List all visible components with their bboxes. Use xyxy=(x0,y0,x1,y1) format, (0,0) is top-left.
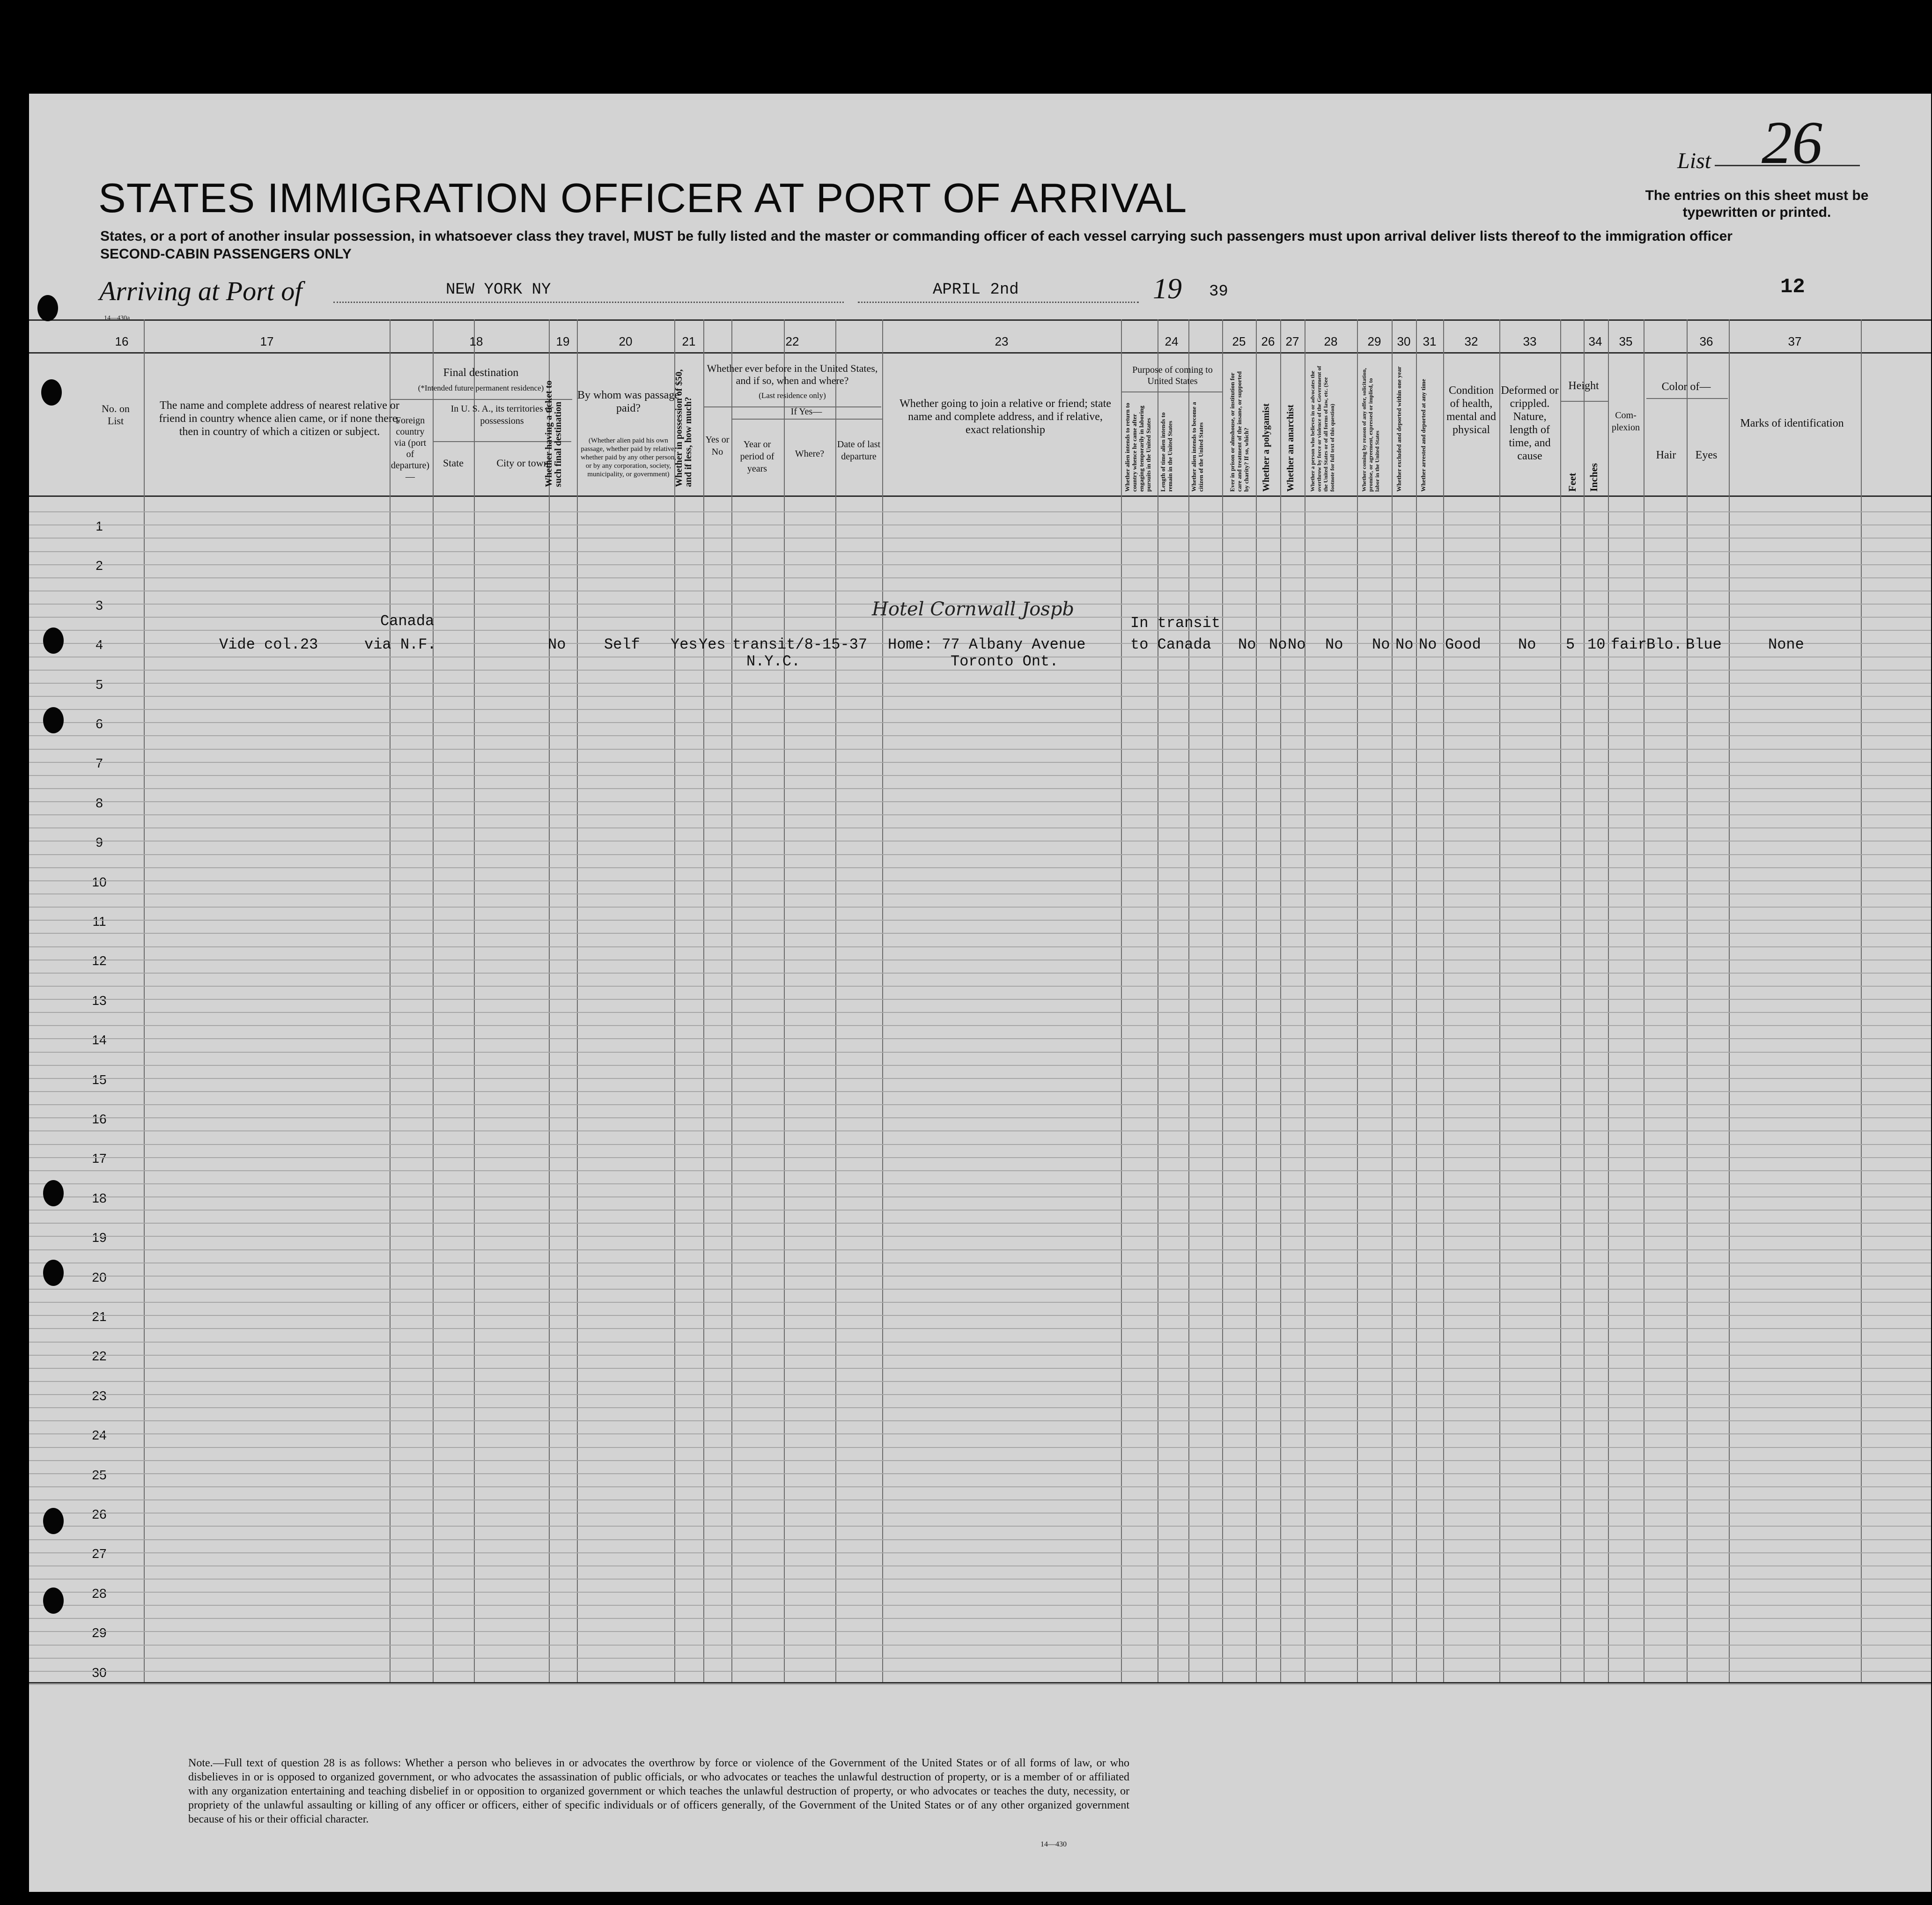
row1-join-line2: Toronto Ont. xyxy=(951,653,1059,670)
row1-offer-labor: No xyxy=(1372,636,1390,653)
ruled-line xyxy=(29,1249,1931,1250)
column-line xyxy=(1222,319,1223,1682)
ruled-line xyxy=(29,1381,1931,1382)
column-number: 20 xyxy=(619,334,633,348)
row1-inches: 10 xyxy=(1587,636,1606,653)
ruled-line xyxy=(29,683,1931,684)
ruled-line xyxy=(29,788,1931,789)
row1-where-line2: N.Y.C. xyxy=(746,653,801,670)
row-number: 24 xyxy=(92,1428,107,1443)
header-feet: Feet xyxy=(1566,473,1578,492)
column-number: 25 xyxy=(1232,334,1246,348)
row-number: 16 xyxy=(92,1112,107,1126)
ruled-line xyxy=(29,564,1931,565)
column-number: 29 xyxy=(1367,334,1381,348)
ruled-line xyxy=(29,1104,1931,1105)
page-title: STATES IMMIGRATION OFFICER AT PORT OF ARRIVAL xyxy=(98,175,1187,221)
binder-hole xyxy=(43,1180,64,1206)
header-inches: Inches xyxy=(1588,463,1600,492)
column-line xyxy=(1499,319,1500,1682)
column-number: 30 xyxy=(1397,334,1411,348)
ruled-line xyxy=(29,1605,1931,1606)
binder-hole xyxy=(43,707,64,733)
ruled-line xyxy=(29,1355,1931,1356)
header-eyes: Eyes xyxy=(1695,449,1718,461)
ruled-line xyxy=(29,722,1931,723)
header-passage-paid-note: (Whether alien paid his own passage, whether paid by relative, whether paid by any other person, or by any corporation, society, municipality, or government) xyxy=(580,437,677,478)
column-line xyxy=(1256,319,1257,1682)
column-number: 34 xyxy=(1588,334,1602,348)
header-excluded: Whether excluded and deported within one year xyxy=(1395,366,1402,492)
column-number: 26 xyxy=(1261,334,1275,348)
ruled-line xyxy=(29,1038,1931,1039)
ruled-line xyxy=(29,1078,1931,1079)
column-number: 28 xyxy=(1324,334,1338,348)
ruled-line xyxy=(29,973,1931,974)
port-value: NEW YORK NY xyxy=(446,281,551,299)
ruled-line xyxy=(29,907,1931,908)
row-number: 27 xyxy=(92,1546,107,1561)
ruled-line xyxy=(29,762,1931,763)
column-line xyxy=(1357,319,1358,1682)
header-passage-paid: By whom was passage paid? xyxy=(577,389,679,414)
year-value: 39 xyxy=(1209,283,1228,301)
row1-hair: Blo. xyxy=(1646,636,1682,653)
ruled-line xyxy=(29,1433,1931,1434)
ruled-line xyxy=(29,854,1931,855)
row1-purpose-line1: In transit xyxy=(1130,614,1221,632)
ruled-line xyxy=(29,801,1931,802)
binder-hole xyxy=(37,295,58,321)
date-dotline xyxy=(858,302,1139,303)
ruled-line xyxy=(29,1012,1931,1013)
column-number: 27 xyxy=(1285,334,1299,348)
row1-ever-before: Yes xyxy=(699,636,726,653)
subtitle-line2: SECOND-CABIN PASSENGERS ONLY xyxy=(100,246,352,262)
row-number: 18 xyxy=(92,1190,107,1205)
header-purpose-a: Whether alien intends to return to country whence he came after engaging temporarily in laboring pursuits in the United States xyxy=(1124,403,1152,492)
row-number: 29 xyxy=(92,1625,107,1640)
row1-marks: None xyxy=(1768,636,1804,653)
column-number: 35 xyxy=(1619,334,1633,348)
ruled-line xyxy=(29,1499,1931,1500)
ruled-line xyxy=(29,1157,1931,1158)
row-number: 2 xyxy=(96,558,103,573)
row-number: 15 xyxy=(92,1072,107,1087)
column-line xyxy=(784,319,785,1682)
header-in-usa: In U. S. A., its territories or possessions xyxy=(450,404,553,426)
ruled-line xyxy=(29,827,1931,828)
subtitle-line1: States, or a port of another insular possession, in whatsoever class they travel, MUST be fully listed and the master or commanding officer of each vessel carrying such passengers must upon arrival deliver lists thereof to the immigration officer xyxy=(100,229,1733,244)
column-line xyxy=(1280,319,1281,1682)
ruled-line xyxy=(29,1460,1931,1461)
row-number: 17 xyxy=(92,1151,107,1166)
binder-hole xyxy=(43,1260,64,1286)
header-height: Height xyxy=(1568,380,1599,392)
entries-note: The entries on this sheet must be typewritten or printed. xyxy=(1645,188,1869,220)
row-number: 19 xyxy=(92,1230,107,1245)
row-number: 14 xyxy=(92,1033,107,1048)
column-number: 23 xyxy=(995,334,1009,348)
ruled-line xyxy=(29,538,1931,539)
row-number: 26 xyxy=(92,1507,107,1521)
ruled-line xyxy=(29,1658,1931,1659)
column-line xyxy=(835,319,836,1682)
column-number: 21 xyxy=(682,334,696,348)
ruled-line xyxy=(29,893,1931,894)
row-number: 20 xyxy=(92,1270,107,1285)
ruled-line xyxy=(29,841,1931,842)
column-line xyxy=(1392,319,1393,1682)
list-number: 26 xyxy=(1762,109,1822,177)
ruled-line xyxy=(29,1368,1931,1369)
binder-hole xyxy=(43,628,64,654)
ruled-line xyxy=(29,1183,1931,1184)
row-number: 5 xyxy=(96,677,103,692)
row1-complexion: fair xyxy=(1611,636,1647,653)
header-state: State xyxy=(443,457,464,469)
row1-foreign-country-line2: via N.F. xyxy=(364,636,436,653)
row-number: 12 xyxy=(92,953,107,968)
ruled-line xyxy=(29,524,1931,525)
header-hair: Hair xyxy=(1656,449,1676,461)
column-line xyxy=(1560,319,1561,1682)
column-line xyxy=(549,319,550,1682)
header-prison: Ever in prison or almshouse, or institution for care and treatment of the insane, or supported by charity? If so, which? xyxy=(1229,371,1250,492)
column-line xyxy=(731,319,732,1682)
header-purpose-c: Whether alien intends to become a citizen of the United States xyxy=(1190,402,1204,492)
ruled-line xyxy=(29,749,1931,750)
column-number: 36 xyxy=(1699,334,1713,348)
ruled-line xyxy=(29,1394,1931,1395)
row1-relative: Vide col.23 xyxy=(219,636,318,653)
ruled-line xyxy=(29,1065,1931,1066)
port-dotline xyxy=(333,302,844,303)
column-line xyxy=(1729,319,1730,1682)
row1-money: Yes xyxy=(671,636,698,653)
ruled-line xyxy=(29,1025,1931,1026)
row-number: 8 xyxy=(96,795,103,810)
row1-period-where-date: transit/8-15-37 xyxy=(732,636,868,653)
ruled-line xyxy=(29,1473,1931,1474)
ruled-line xyxy=(29,1196,1931,1197)
row1-anarchist: No xyxy=(1288,636,1306,653)
header-city: City or town xyxy=(496,457,549,469)
row1-deformed: No xyxy=(1518,636,1536,653)
column-line xyxy=(1687,319,1688,1682)
header-year-period: Year or period of years xyxy=(740,439,774,474)
ruled-line xyxy=(29,1276,1931,1277)
header-sub-rule xyxy=(1560,401,1608,402)
sheet-number: 12 xyxy=(1780,275,1805,299)
ruled-line xyxy=(29,709,1931,710)
column-number: 19 xyxy=(556,334,570,348)
ruled-line xyxy=(29,1144,1931,1145)
ruled-line xyxy=(29,630,1931,631)
manifest-sheet xyxy=(29,94,1931,1892)
header-marks: Marks of identification xyxy=(1740,417,1844,429)
row1-polygamist: No xyxy=(1269,636,1287,653)
header-condition: Condition of health, mental and physical xyxy=(1446,384,1496,436)
ruled-line xyxy=(29,1513,1931,1514)
row1-excluded: No xyxy=(1395,636,1414,653)
row-number: 28 xyxy=(92,1586,107,1601)
date-value: APRIL 2nd xyxy=(933,281,1019,299)
colnum-rule xyxy=(29,352,1931,354)
header-foreign-country: Foreign country via (port of departure)— xyxy=(391,415,430,482)
table-top-rule xyxy=(29,319,1931,321)
ruled-line xyxy=(29,577,1931,578)
header-date-departure: Date of last departure xyxy=(837,439,881,462)
row-number: 21 xyxy=(92,1309,107,1324)
ruled-line xyxy=(29,511,1931,512)
column-number: 22 xyxy=(785,334,799,348)
ruled-line xyxy=(29,1684,1931,1685)
row1-arrested: No xyxy=(1419,636,1437,653)
column-number: 17 xyxy=(260,334,274,348)
header-relative-address: The name and complete address of nearest relative or friend in country whence alien came, or if none there, then in country of which a citizen or subject. xyxy=(159,399,400,438)
row1-join-handwritten: Hotel Cornwall Jospb xyxy=(872,598,1075,620)
row-number: 9 xyxy=(96,835,103,850)
header-offer-labor: Whether coming by reason of any offer, solicitation, promise, or agreement, expressed or implied, to labor in the United States xyxy=(1361,368,1380,492)
ruled-line xyxy=(29,775,1931,776)
ruled-line xyxy=(29,999,1931,1000)
row-number: 4 xyxy=(96,637,103,652)
row-number: 30 xyxy=(92,1665,107,1680)
ruled-line xyxy=(29,1130,1931,1131)
binder-hole xyxy=(43,1588,64,1614)
row1-paid-by: Self xyxy=(604,636,640,653)
row-number: 22 xyxy=(92,1349,107,1364)
ruled-line xyxy=(29,1223,1931,1224)
row-number: 3 xyxy=(96,598,103,613)
header-final-destination: Final destination xyxy=(443,367,519,379)
header-ticket: Whether having a ticket to such final destination xyxy=(544,380,563,487)
header-if-yes: If Yes— xyxy=(790,406,822,417)
row-number: 23 xyxy=(92,1388,107,1403)
row1-feet: 5 xyxy=(1566,636,1575,653)
row1-condition: Good xyxy=(1445,636,1481,653)
row1-overthrow: No xyxy=(1325,636,1343,653)
column-line xyxy=(1608,319,1609,1682)
list-label: List xyxy=(1677,148,1711,173)
ruled-line xyxy=(29,1631,1931,1632)
header-bottom-rule xyxy=(29,495,1931,497)
header-where: Where? xyxy=(795,449,825,459)
ruled-line xyxy=(29,1579,1931,1580)
binder-hole xyxy=(43,1508,64,1534)
header-yes-no: Yes or No xyxy=(705,435,730,457)
row1-eyes: Blue xyxy=(1686,636,1722,653)
ruled-line xyxy=(29,946,1931,947)
ruled-line xyxy=(29,735,1931,736)
header-joining: Whether going to join a relative or friend; state name and complete address, and if relative, exact relationship xyxy=(900,398,1111,436)
row-number: 25 xyxy=(92,1467,107,1482)
header-purpose-b: Length of time alien intends to remain in the United States xyxy=(1159,412,1173,492)
ruled-line xyxy=(29,1210,1931,1211)
ruled-line xyxy=(29,1526,1931,1527)
ruled-line xyxy=(29,814,1931,815)
ruled-line xyxy=(29,1236,1931,1237)
ruled-line xyxy=(29,1289,1931,1290)
header-sub-rule xyxy=(1121,391,1222,392)
ruled-line xyxy=(29,1117,1931,1118)
column-line xyxy=(144,319,145,1682)
header-sub-rule xyxy=(731,419,882,420)
header-color-of: Color of— xyxy=(1661,381,1711,393)
row1-purpose-line2: to Canada xyxy=(1130,636,1211,653)
header-no-on-list: No. on List xyxy=(102,403,130,427)
header-money: Whether in possession of $50, and if less, how much? xyxy=(674,369,693,487)
column-number: 24 xyxy=(1165,334,1179,348)
header-overthrow: Whether a person who believes in or advocates the overthrow by force or violence of the Government of the United States or of all forms of law, etc. (See footnote for full text of this question) xyxy=(1309,366,1335,492)
ruled-line xyxy=(29,1420,1931,1421)
column-number: 37 xyxy=(1788,334,1802,348)
ruled-line xyxy=(29,1552,1931,1553)
header-polygamist: Whether a polygamist xyxy=(1261,403,1271,492)
table-bottom-rule xyxy=(29,1682,1931,1683)
column-line xyxy=(1416,319,1417,1682)
row-number: 13 xyxy=(92,993,107,1008)
ruled-line xyxy=(29,1091,1931,1092)
row1-join-line1: Home: 77 Albany Avenue xyxy=(888,636,1086,653)
header-ever-before: Whether ever before in the United States, and if so, when and where? xyxy=(707,362,878,386)
header-final-destination-note: (*Intended future permanent residence) xyxy=(418,384,544,392)
header-arrested: Whether arrested and deported at any time xyxy=(1420,379,1427,492)
ruled-line xyxy=(29,1592,1931,1593)
column-number: 18 xyxy=(469,334,483,348)
ruled-line xyxy=(29,1618,1931,1619)
column-line xyxy=(882,319,883,1682)
ruled-line xyxy=(29,1447,1931,1448)
ruled-line xyxy=(29,933,1931,934)
ruled-line xyxy=(29,867,1931,868)
ruled-line xyxy=(29,1539,1931,1540)
row1-ticket: No xyxy=(548,636,566,653)
column-line xyxy=(703,319,704,1682)
header-deformed: Deformed or crippled. Nature, length of time, and cause xyxy=(1501,384,1559,462)
row1-prison: No xyxy=(1238,636,1256,653)
column-line xyxy=(674,319,675,1682)
ruled-line xyxy=(29,551,1931,552)
ruled-line xyxy=(29,696,1931,697)
row-number: 6 xyxy=(96,716,103,731)
ruled-line xyxy=(29,1565,1931,1566)
ruled-line xyxy=(29,1302,1931,1303)
ruled-line xyxy=(29,920,1931,921)
ruled-line xyxy=(29,1342,1931,1343)
year-prefix: 19 xyxy=(1153,273,1182,305)
column-line xyxy=(390,319,391,1682)
ruled-line xyxy=(29,1486,1931,1487)
column-line xyxy=(1188,319,1189,1682)
header-purpose: Purpose of coming to United States xyxy=(1132,365,1213,386)
form-number: 14—430a xyxy=(104,315,130,322)
row-number: 1 xyxy=(96,519,103,533)
footnote-code: 14—430 xyxy=(1040,1840,1067,1848)
ruled-line xyxy=(29,1671,1931,1672)
column-number: 31 xyxy=(1423,334,1437,348)
header-anarchist: Whether an anarchist xyxy=(1285,405,1296,492)
arriving-label: Arriving at Port of xyxy=(99,276,302,306)
row1-foreign-country-line1: Canada xyxy=(380,613,435,630)
column-line xyxy=(1584,319,1585,1682)
row-number: 7 xyxy=(96,756,103,771)
binder-hole xyxy=(41,379,62,406)
row-number: 11 xyxy=(92,914,106,929)
column-number: 33 xyxy=(1523,334,1537,348)
ruled-line xyxy=(29,1407,1931,1408)
footnote: Note.—Full text of question 28 is as follows: Whether a person who believes in or advocates the overthrow by force or violence of the Government of the United States or of all forms of law, or who disbelieves in or is opposed to organized government, or who advocates the assassination of public officials, or who advocates or teaches the unlawful destruction of property, or is a member of or affiliated with any organization entertaining and teaching disbelief in or opposition to organized government or which teaches the unlawful destruction of property, or who advocates or teaches the duty, necessity, or propriety of the unlawful assaulting or killing of any officer or officers, either of specific individuals or of officers generally, of the Government of the United States or of any other organized government because of his or their official character. xyxy=(188,1757,1129,1825)
column-line xyxy=(474,319,475,1682)
ruled-line xyxy=(29,880,1931,881)
column-line xyxy=(1121,319,1122,1682)
column-line xyxy=(433,319,434,1682)
column-number: 16 xyxy=(115,334,129,348)
ruled-line xyxy=(29,1645,1931,1646)
ruled-line xyxy=(29,1315,1931,1316)
ruled-line xyxy=(29,1170,1931,1171)
column-number: 32 xyxy=(1464,334,1478,348)
header-ever-before-note: (Last residence only) xyxy=(759,391,826,400)
row-number: 10 xyxy=(92,874,107,889)
column-line xyxy=(1861,319,1862,1682)
column-line xyxy=(1443,319,1444,1682)
ruled-line xyxy=(29,1328,1931,1329)
ruled-line xyxy=(29,1052,1931,1053)
header-sub-rule xyxy=(1646,398,1728,399)
header-complexion: Com- plexion xyxy=(1612,410,1640,433)
column-line xyxy=(577,319,578,1682)
ruled-line xyxy=(29,986,1931,987)
